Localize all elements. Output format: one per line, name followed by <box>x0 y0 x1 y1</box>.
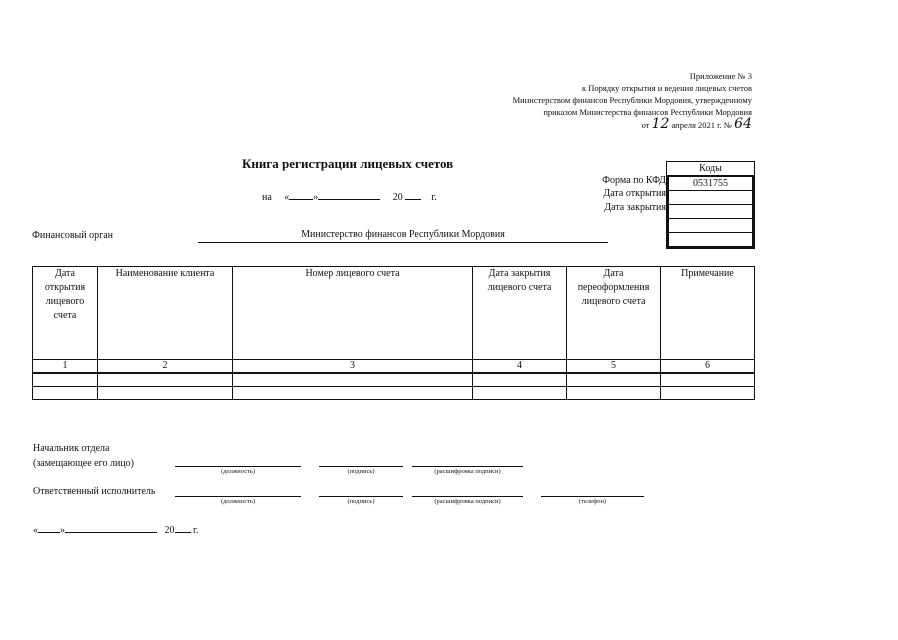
executor-label: Ответственный исполнитель <box>33 486 156 497</box>
appendix-line-3: Министерством финансов Республики Мордовия, утвержденному <box>512 95 752 105</box>
footer-month-blank <box>65 522 157 533</box>
fin-org-label: Финансовый орган <box>32 230 114 241</box>
executor-decoding-caption: (расшифровка подписи) <box>434 498 501 505</box>
document-date-line <box>262 189 437 203</box>
appendix-year: 2021 г. № <box>698 120 733 130</box>
chief-decoding-caption: (расшифровка подписи) <box>434 468 501 475</box>
table-header-row <box>33 267 755 360</box>
col-number: 4 <box>473 360 567 374</box>
col-number: 6 <box>661 360 755 374</box>
open-date-label: Дата открытия <box>603 188 666 199</box>
col-header-open-date: Дата открытия лицевого счета <box>33 267 98 360</box>
table-row <box>33 373 755 387</box>
appendix-date-line <box>513 118 752 131</box>
close-date-label: Дата закрытия <box>604 202 666 213</box>
appendix-line-1: Приложение № 3 <box>689 71 752 81</box>
executor-position-line <box>175 496 301 497</box>
chief-label-line-2: (замещающее его лицо) <box>33 458 134 469</box>
appendix-line-2: к Порядку открытия и ведения лицевых счетов <box>581 83 752 93</box>
codes-inner <box>667 176 754 248</box>
appendix-block <box>513 70 752 131</box>
chief-signature-caption: (подпись) <box>347 468 375 475</box>
chief-label-line-1: Начальник отдела <box>33 443 110 454</box>
executor-position-caption: (должность) <box>220 498 256 505</box>
footer-day-blank <box>38 522 60 533</box>
open-date-cell <box>669 191 752 205</box>
executor-decoding-line <box>412 496 523 497</box>
table-row <box>33 387 755 400</box>
date-year-prefix: 20 <box>392 192 403 203</box>
footer-open-quote: « <box>33 525 38 536</box>
executor-phone-line <box>541 496 644 497</box>
chief-position-caption: (должность) <box>220 468 256 475</box>
col-header-account-number: Номер лицевого счета <box>233 267 473 360</box>
chief-position-line <box>175 466 301 467</box>
appendix-line-4: приказом Министерства финансов Республики Мордовия <box>543 107 752 117</box>
appendix-month: апреля <box>671 120 696 130</box>
appendix-date-prefix: от <box>641 120 650 130</box>
date-day-blank <box>289 189 313 200</box>
chief-decoding-line <box>412 466 523 467</box>
date-close-quote: » <box>313 192 319 203</box>
chief-label <box>33 441 134 471</box>
footer-year-prefix: 20 <box>164 525 175 536</box>
executor-signature-caption: (подпись) <box>347 498 375 505</box>
col-number: 2 <box>98 360 233 374</box>
col-header-note: Примечание <box>661 267 755 360</box>
extra-code-cell-2 <box>669 233 752 246</box>
appendix-day: 12 <box>651 116 670 132</box>
footer-year-suffix: г. <box>193 525 199 536</box>
registration-table <box>32 266 755 400</box>
footer-date-line <box>33 522 198 536</box>
appendix-number: 64 <box>734 116 752 132</box>
col-header-client-name: Наименование клиента <box>98 267 233 360</box>
form-kfd-label: Форма по КФД <box>602 175 666 186</box>
col-number: 5 <box>567 360 661 374</box>
codes-header: Коды <box>667 162 754 176</box>
document-title: Книга регистрации лицевых счетов <box>242 156 454 171</box>
chief-signature-line <box>319 466 403 467</box>
col-header-close-date: Дата закрытия лицевого счета <box>473 267 567 360</box>
date-year-blank <box>405 189 421 200</box>
extra-code-cell-1 <box>669 219 752 233</box>
col-number: 3 <box>233 360 473 374</box>
date-month-blank <box>318 189 380 200</box>
fin-org-value: Министерство финансов Республики Мордовия <box>198 229 608 243</box>
col-number: 1 <box>33 360 98 374</box>
date-open-quote: « <box>284 192 290 203</box>
footer-close-quote: » <box>60 525 65 536</box>
executor-signature-line <box>319 496 403 497</box>
date-year-suffix: г. <box>431 192 437 203</box>
table-number-row <box>33 360 755 374</box>
form-code-cell: 0531755 <box>669 177 752 191</box>
col-header-reissue-date: Дата переоформления лицевого счета <box>567 267 661 360</box>
close-date-cell <box>669 205 752 219</box>
codes-box <box>666 161 755 249</box>
footer-year-blank <box>175 522 191 533</box>
executor-phone-caption: (телефон) <box>578 498 607 505</box>
date-na: на <box>262 192 272 203</box>
